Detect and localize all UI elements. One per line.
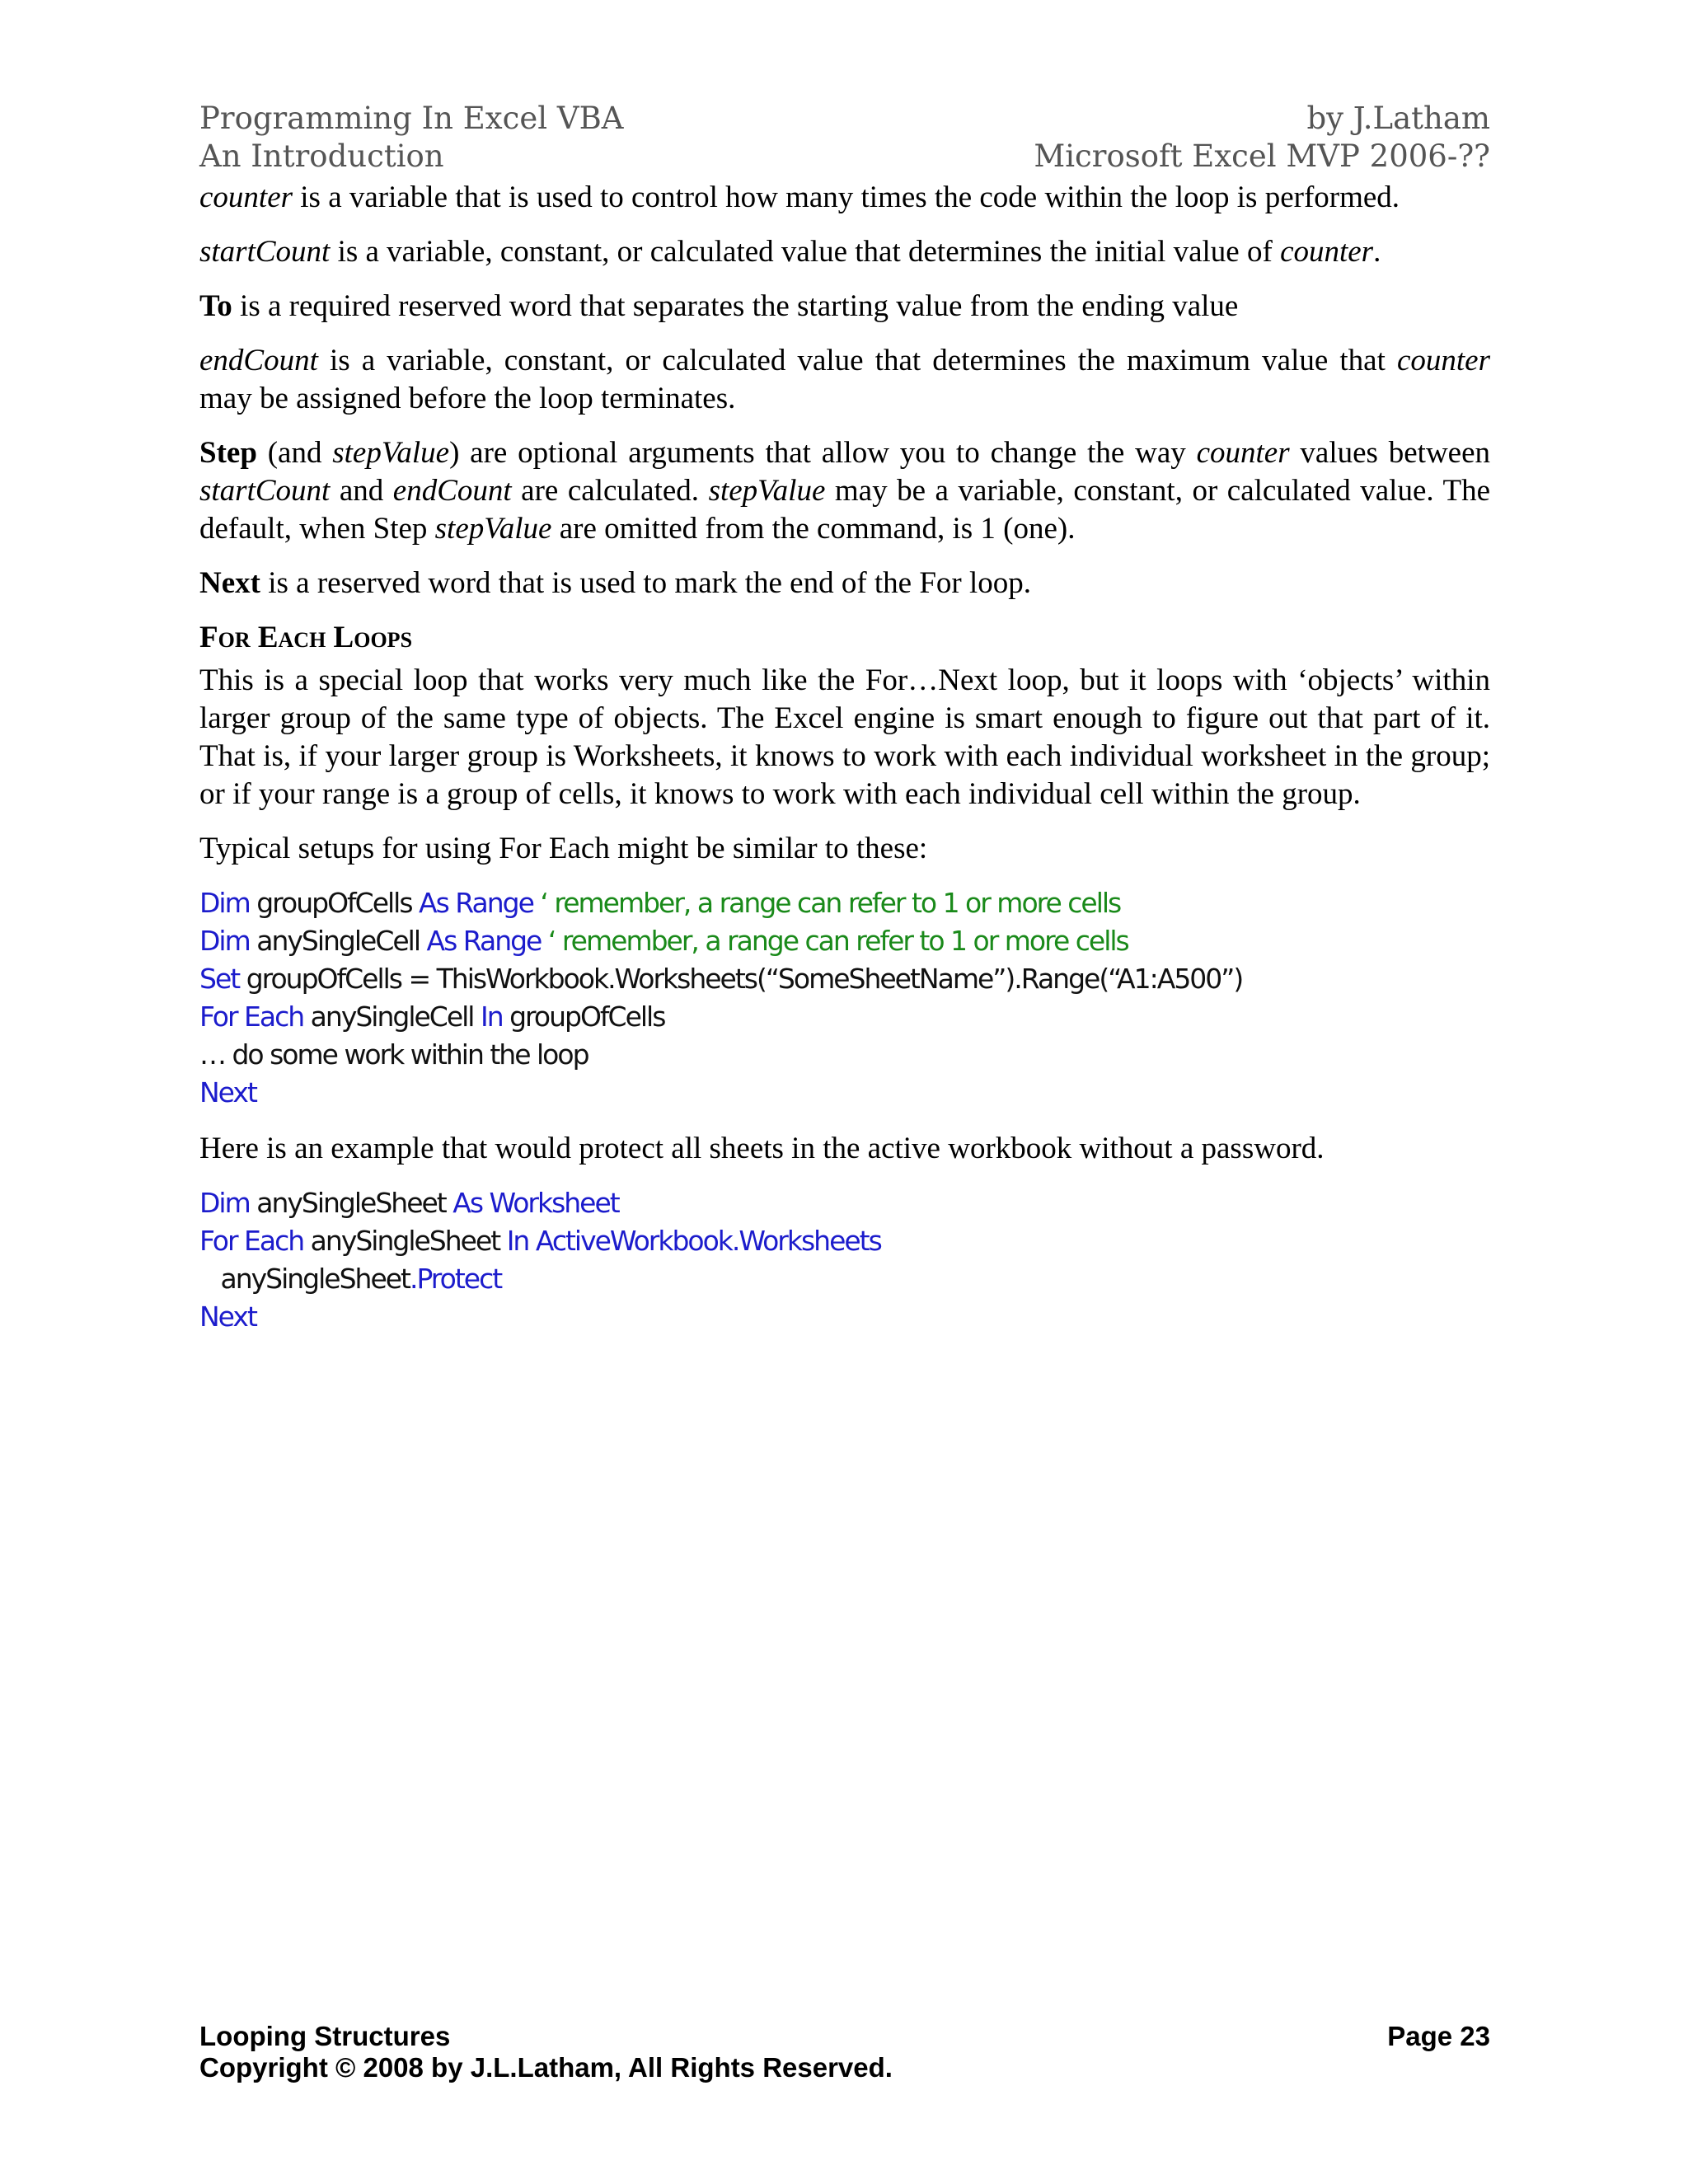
paragraph-counter [199, 179, 1490, 217]
paragraph-text: may be a variable, constant, or calculated value. The default, when Step [199, 474, 1490, 546]
header-author: by J.Latham [1306, 101, 1490, 136]
header-subtitle: An Introduction [199, 138, 444, 174]
code-keyword: Dim [199, 1187, 250, 1219]
term-counter: counter [1396, 344, 1490, 377]
footer-chapter: Looping Structures [199, 2021, 451, 2051]
page-header-line-1 [199, 101, 1490, 142]
term-counter: counter [1280, 235, 1374, 269]
paragraph-text: is a variable, constant, or calculated value that determines the initial value of [330, 235, 1281, 269]
code-text: anySingleSheet [303, 1225, 507, 1257]
code-text: anySingleSheet [199, 1263, 410, 1295]
code-line [199, 1260, 1490, 1298]
footer-page-number: Page 23 [1387, 2021, 1490, 2051]
term-endcount: endCount [392, 474, 512, 508]
paragraph-next [199, 565, 1490, 602]
paragraph-example-intro: Here is an example that would protect all sheets in the active workbook without a password. [199, 1132, 1325, 1165]
code-line [199, 1222, 1490, 1260]
paragraph-step [199, 434, 1490, 548]
code-text: anySingleCell [303, 1001, 481, 1033]
code-line [199, 1036, 1490, 1074]
term-to: To [199, 289, 232, 323]
term-startcount: startCount [199, 235, 331, 269]
paragraph-endcount [199, 342, 1490, 418]
code-line [199, 884, 1490, 922]
paragraph-text: values between [1289, 436, 1491, 470]
code-line [199, 1298, 1490, 1336]
code-text: anySingleSheet [249, 1187, 453, 1219]
code-keyword: In ActiveWorkbook.Worksheets [506, 1225, 881, 1257]
section-heading: For Each Loops [199, 621, 413, 654]
term-counter: counter [1196, 436, 1290, 470]
paragraph-for-each-intro: This is a special loop that works very much like the For…Next loop, but it loops with ‘objects’ within larger group of the same type of objects. The Excel engine is smart enough to figure out that part of it. That is, if your larger group is Worksheets, it knows to work with each individual worksheet in the group; or if your range is a group of cells, it knows to work with each individual cell within the group. [199, 663, 1490, 811]
code-keyword: Set [199, 963, 240, 995]
code-text: groupOfCells = ThisWorkbook.Worksheets(“SomeSheetName”).Range(“A1:A500”) [239, 963, 1243, 995]
code-keyword: Next [199, 1301, 256, 1333]
code-keyword: As Range [426, 925, 542, 957]
page-header-line-2 [199, 138, 1490, 180]
paragraph-text: is a reserved word that is used to mark the end of the For loop. [260, 566, 1032, 600]
term-stepvalue: stepValue [434, 512, 552, 546]
paragraph-text: ) are optional arguments that allow you to change the way [449, 436, 1197, 470]
header-title: Programming In Excel VBA [199, 101, 624, 136]
term-startcount: startCount [199, 474, 331, 508]
paragraph-text: (and [256, 436, 333, 470]
paragraph-text: is a variable that is used to control how many times the code within the loop is performed. [293, 180, 1400, 214]
paragraph-to [199, 288, 1490, 326]
document-body [199, 179, 1490, 1354]
code-keyword: Dim [199, 887, 250, 919]
paragraph-text: is a variable, constant, or calculated value that determines the maximum value that [317, 344, 1397, 377]
paragraph-text: and [330, 474, 393, 508]
header-credential: Microsoft Excel MVP 2006-?? [1034, 138, 1490, 174]
term-stepvalue: stepValue [708, 474, 826, 508]
code-comment: ‘ remember, a range can refer to 1 or more cells [532, 887, 1121, 919]
code-keyword: As Range [419, 887, 533, 919]
term-endcount: endCount [199, 344, 318, 377]
code-keyword: For Each [199, 1225, 304, 1257]
paragraph-text: are calculated. [511, 474, 709, 508]
code-line [199, 998, 1490, 1036]
code-line [199, 1184, 1490, 1222]
code-text: … do some work within the loop [199, 1038, 588, 1071]
footer-copyright: Copyright © 2008 by J.L.Latham, All Rights Reserved. [199, 2052, 893, 2083]
code-block-protect [199, 1184, 1490, 1336]
code-text: groupOfCells [249, 887, 420, 919]
code-block-for-each [199, 884, 1490, 1112]
code-keyword: For Each [199, 1001, 304, 1033]
term-stepvalue: stepValue [332, 436, 450, 470]
paragraph-text: are omitted from the command, is 1 (one). [551, 512, 1076, 546]
code-keyword: In [480, 1001, 503, 1033]
code-keyword: .Protect [410, 1263, 502, 1295]
paragraph-startcount [199, 233, 1490, 271]
code-text: anySingleCell [249, 925, 427, 957]
code-line [199, 1074, 1490, 1112]
paragraph-text: . [1373, 235, 1381, 269]
code-line [199, 960, 1490, 998]
code-text: groupOfCells [502, 1001, 665, 1033]
term-step: Step [199, 436, 257, 470]
paragraph-text: may be assigned before the loop terminates. [199, 382, 736, 415]
paragraph-typical-setups: Typical setups for using For Each might be similar to these: [199, 832, 928, 865]
code-keyword: Dim [199, 925, 250, 957]
paragraph-text: is a required reserved word that separates the starting value from the ending value [232, 289, 1239, 323]
code-keyword: Next [199, 1076, 256, 1108]
term-counter: counter [199, 180, 293, 214]
code-comment: ‘ remember, a range can refer to 1 or more cells [541, 925, 1128, 957]
code-line [199, 922, 1490, 960]
term-next: Next [199, 566, 260, 600]
code-keyword: As Worksheet [452, 1187, 619, 1219]
